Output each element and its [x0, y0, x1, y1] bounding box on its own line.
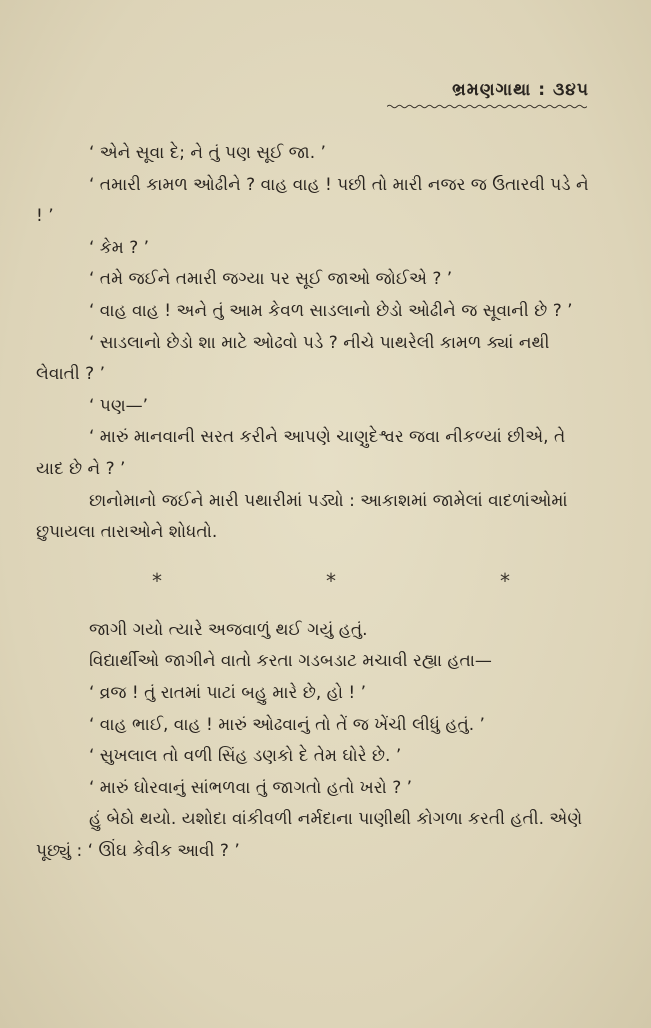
section-separator	[36, 549, 596, 615]
separator-star: *	[500, 568, 510, 593]
dialogue-line: ‘ પણ—’	[89, 395, 149, 416]
separator-star: *	[326, 568, 336, 593]
narration-paragraph: છાનોમાનો જઈને મારી પથારીમાં પડ્યો : આકાશમાં જામેલાં વાદળાંઓમાં છુપાયલા તારાઓને શોધતો.	[36, 490, 568, 543]
dialogue-line: ‘ વ્રજ ! તું રાતમાં પાટાં બહુ મારે છે, હો ! ’	[89, 682, 367, 703]
header-wavy-rule	[387, 104, 587, 109]
body-text	[36, 138, 596, 867]
dialogue-line: ‘ વાહ ભાઈ, વાહ ! મારું ઓઢવાનું તો તેં જ ખેંચી લીધું હતું. ’	[89, 714, 485, 735]
dialogue-line: ‘ તમારી કામળ ઓઢીને ? વાહ વાહ ! પછી તો મારી નજર જ ઉતારવી પડે ને ! ’	[36, 174, 589, 227]
dialogue-line: ‘ વાહ વાહ ! અને તું આમ કેવળ સાડલાનો છેડો ઓઢીને જ સૂવાની છે ? ’	[89, 300, 573, 321]
narration-paragraph: જાગી ગયો ત્યારે અજવાળું થઈ ગયું હતું.	[89, 619, 368, 640]
dialogue-line: ‘ સુખલાલ તો વળી સિંહ ડણકો દે તેમ ઘોરે છે. ’	[89, 746, 402, 767]
dialogue-line: ‘ મારું માનવાની સરત કરીને આપણે ચાણુદેશ્વર જવા નીકળ્યાં છીએ, તે યાદ છે ને ? ’	[36, 427, 566, 479]
running-header: ભ્રમણગાથા : ૩૪૫	[452, 80, 589, 100]
dialogue-line: ‘ સાડલાનો છેડો શા માટે ઓઢવો પડે ? નીચે પાથરેલી કામળ ક્યાં નથી લેવાતી ? ’	[36, 332, 550, 385]
dialogue-line: ‘ તમે જઈને તમારી જગ્યા પર સૂઈ જાઓ જોઈએ ? ’	[89, 269, 453, 290]
dialogue-line: ‘ મારું ઘોરવાનું સાંભળવા તું જાગતો હતો ખરો ? ’	[89, 777, 413, 798]
narration-paragraph: વિદ્યાર્થીઓ જાગીને વાતો કરતા ગડબડાટ મચાવી રહ્યા હતા—	[89, 651, 492, 672]
dialogue-line: ‘ કેમ ? ’	[89, 237, 150, 258]
narration-paragraph: હું બેઠો થયો. યશોદા વાંકીવળી નર્મદાના પાણીથી કોગળા કરતી હતી. એણે પૂછ્યું : ‘ ઊંઘ કેવીક આવી ? ’	[36, 809, 583, 861]
dialogue-line: ‘ એને સૂવા દે; ને તું પણ સૂઈ જા. ’	[89, 143, 326, 163]
separator-star: *	[152, 568, 162, 593]
